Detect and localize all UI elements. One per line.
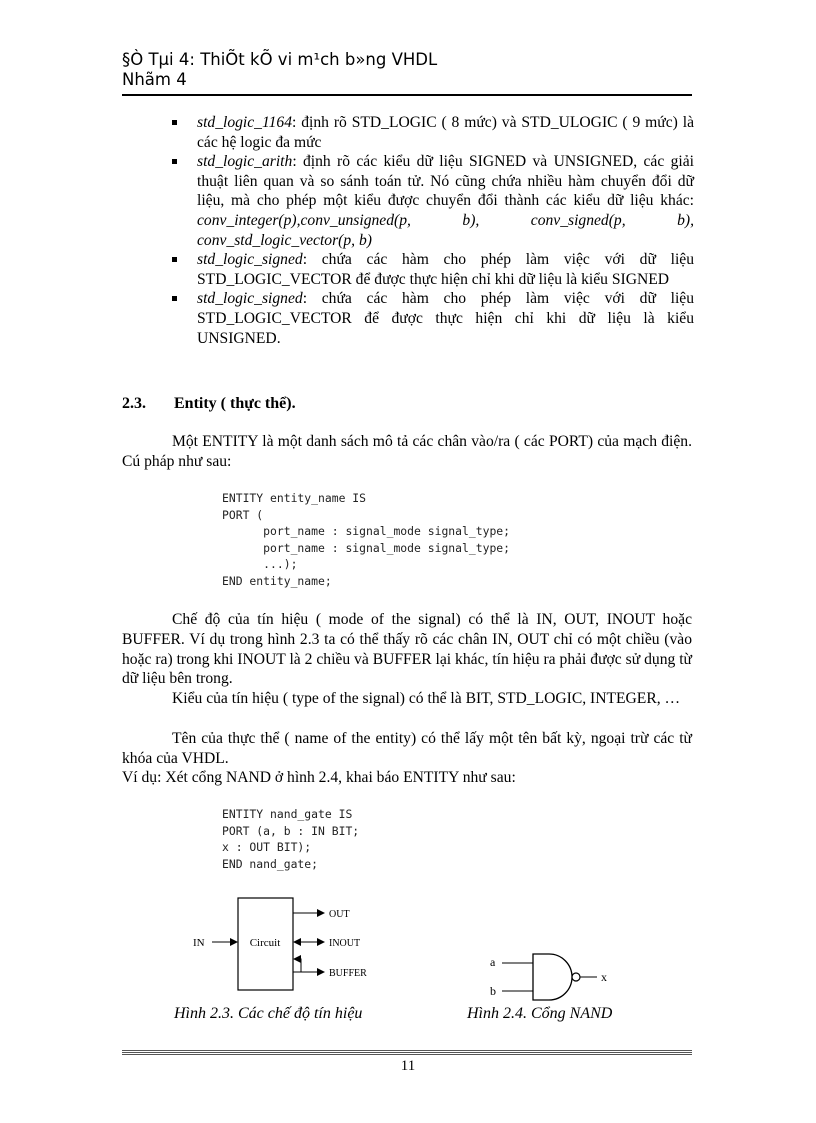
library-bullet-list xyxy=(172,113,694,348)
library-description: : chứa các hàm cho phép làm việc với dữ liệu STD_LOGIC_VECTOR để được thực hiện chỉ khi dữ liệu là kiểu SIGNED xyxy=(197,251,694,288)
section-title: Entity ( thực thể). xyxy=(174,395,296,412)
figure-2-3-caption: Hình 2.3. Các chế độ tín hiệu xyxy=(174,1005,363,1022)
in-label: IN xyxy=(193,937,205,949)
nand-output-x-label: x xyxy=(601,970,607,984)
bullet-square-icon xyxy=(172,257,177,262)
code-line: ENTITY entity_name IS xyxy=(222,491,367,505)
paragraph-signal-type xyxy=(122,689,692,709)
library-description: : định rõ các kiểu dữ liệu SIGNED và UNSIGNED, các giải thuật liên quan và so sánh toán tử. Nó cũng chứa nhiều hàm chuyển đổi dữ liệu, mà cho phép một kiểu được chuyển đổi thành các kiểu dữ liệu khác: xyxy=(197,153,694,210)
page-header xyxy=(122,50,692,90)
inout-label: INOUT xyxy=(329,938,361,949)
bullet-square-icon xyxy=(172,296,177,301)
paragraph-text: Một ENTITY là một danh sách mô tả các chân vào/ra ( các PORT) của mạch điện. Cú pháp như sau: xyxy=(122,433,692,470)
code-line: END entity_name; xyxy=(222,573,332,588)
paragraph-entity-intro xyxy=(122,432,692,472)
section-heading xyxy=(122,394,296,414)
figure-nand-gate xyxy=(485,948,615,1004)
library-name: std_logic_arith xyxy=(197,153,293,171)
paragraph-text: Chế độ của tín hiệu ( mode of the signal) có thể là IN, OUT, INOUT hoặc BUFFER. Ví dụ trong hình 2.3 ta có thể thấy rõ các chân IN, OUT chỉ có một chiều (vào hoặc ra) trong khi INOUT là 2 chiều và BUFFER lại khác, tín hiệu ra phải được sử dụng từ dữ liệu bên trong. xyxy=(122,611,692,688)
library-name: std_logic_1164 xyxy=(197,114,293,131)
buffer-feedback-arrow xyxy=(294,959,301,972)
header-rule xyxy=(122,94,692,96)
paragraph-signal-mode xyxy=(122,610,692,689)
paragraph-text: Ví dụ: Xét cổng NAND ở hình 2.4, khai báo ENTITY như sau: xyxy=(122,769,516,786)
header-title: §Ò Tµi 4: ThiÕt kÕ vi m¹ch b»ng VHDL xyxy=(122,50,438,69)
paragraph-text: Kiểu của tín hiệu ( type of the signal) có thể là BIT, STD_LOGIC, INTEGER, … xyxy=(172,690,681,707)
library-description: : chứa các hàm cho phép làm việc với dữ liệu STD_LOGIC_VECTOR để được thực hiện chỉ khi dữ liệu là kiểu UNSIGNED. xyxy=(197,290,694,347)
code-block-entity-syntax xyxy=(222,490,510,590)
library-name: std_logic_signed xyxy=(197,290,303,308)
nand-gate-body xyxy=(533,954,572,1000)
paragraph-entity-name xyxy=(122,729,692,769)
list-item xyxy=(172,289,694,348)
conversion-functions: conv_integer(p),conv_unsigned(p, b), conv_signed(p, b), conv_std_logic_vector(p, b) xyxy=(197,211,694,249)
paragraph-text: Tên của thực thể ( name of the entity) có thể lấy một tên bất kỳ, ngoại trừ các từ khóa của VHDL. xyxy=(122,730,692,767)
buffer-label: BUFFER xyxy=(329,968,367,979)
figure-signal-modes xyxy=(188,892,388,1002)
figure-2-4-caption: Hình 2.4. Cổng NAND xyxy=(467,1005,613,1022)
circuit-label: Circuit xyxy=(249,937,281,949)
code-line: PORT (a, b : IN BIT; xyxy=(222,823,360,838)
nand-input-b-label: b xyxy=(490,984,496,998)
code-line: port_name : signal_mode signal_type; xyxy=(222,524,511,539)
code-line: PORT ( xyxy=(222,507,264,522)
code-line: x : OUT BIT); xyxy=(222,840,312,855)
list-item xyxy=(172,250,694,289)
code-block-nand-entity xyxy=(222,806,359,872)
nand-input-a-label: a xyxy=(490,955,496,969)
page-number: 11 xyxy=(400,1058,416,1074)
library-name: std_logic_signed xyxy=(197,251,303,269)
bullet-square-icon xyxy=(172,159,177,164)
code-line: port_name : signal_mode signal_type; xyxy=(222,540,511,555)
paragraph-example xyxy=(122,768,692,788)
code-line: ENTITY nand_gate IS xyxy=(222,807,353,821)
nand-inversion-bubble xyxy=(572,973,580,981)
library-description: : định rõ STD_LOGIC ( 8 mức) và STD_ULOGIC ( 9 mức) là các hệ logic đa mức xyxy=(197,114,694,151)
list-item xyxy=(172,152,694,250)
footer-rule xyxy=(122,1050,692,1055)
code-line: ...); xyxy=(222,557,298,572)
header-group: Nhãm 4 xyxy=(122,70,187,89)
out-label: OUT xyxy=(329,909,350,920)
list-item xyxy=(172,113,694,152)
section-number: 2.3. xyxy=(122,395,146,412)
bullet-square-icon xyxy=(172,120,177,125)
code-line: END nand_gate; xyxy=(222,856,319,871)
